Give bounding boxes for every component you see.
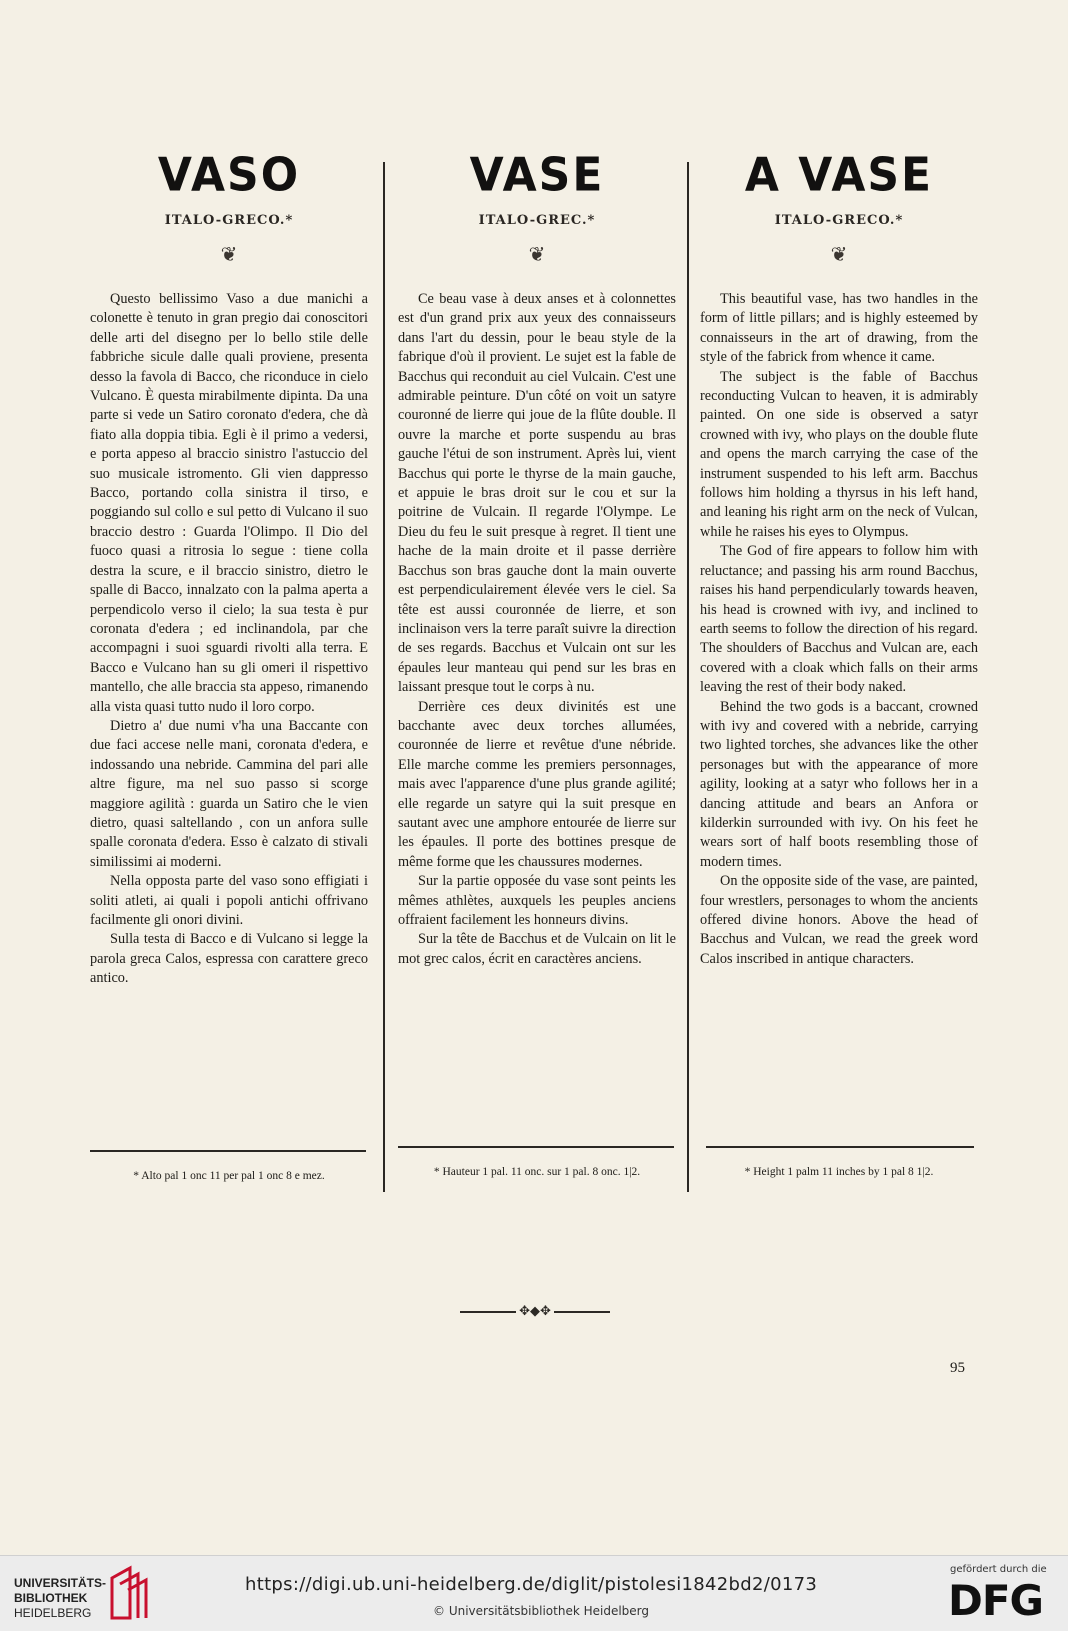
column-title: VASO	[157, 148, 301, 203]
page-number: 95	[950, 1360, 965, 1376]
paragraph: The God of fire appears to follow him with reluctance; and passing his arm round Bacchus, raises his hand perpendicularly towards heaven, his head is crowned with ivy, and inclined to earth seems to follow the direction of his regard. The shoulders of Bacchus and Vulcan are, each covered with a cloak which falls on their arms leaving the rest of their body naked.	[700, 543, 978, 696]
viewer-footer	[0, 1555, 1068, 1631]
column-body	[398, 290, 676, 969]
library-name-line: HEIDELBERG	[14, 1606, 92, 1620]
footnote-rule	[398, 1146, 674, 1148]
column-subtitle: ITALO-GRECO.*	[164, 213, 294, 228]
paragraph: Questo bellissimo Vaso a due manichi a colonette è tenuto in gran pregio dai conoscitori delle arti del disegno per lo bello stile delle fabbriche sicule dalle quali proviene, presenta desso la favola di Bacco, che riconduce in cielo Vulcano. È questa mirabilmente dipinta. Da una parte si vede un Satiro coronato d'edera, che dà fiato alla doppia tibia. Egli è il primo a vedersi, e porta appeso al braccio sinistro l'astuccio del suo musicale istromento. Gli vien dappresso Bacco, portando colla sinistra il tirso, e poggiando sul collo e sul petto di Vulcano il suo braccio destro : Guarda l'Olimpo. Il Dio del fuoco quasi a ritrosia lo segue : tiene colla destra la scure, e il braccio sinistro, dietro le spalle di Bacco, innalzato con la palma aperta a perpendicolo verso il cielo; la sua testa è pur coronata d'edera ; ed inclinandola, par che accompagni i suoi sguardi rivolti alla terra. E Bacco e Vulcano han su gli omeri il rispettivo mantello, che alle braccia sta appeso, rimanendo alla vista quasi tutto nudo il loro corpo.	[90, 291, 368, 715]
paragraph: Dietro a' due numi v'ha una Baccante con due faci accese nelle mani, coronata d'edera, e indossando una nebride. Cammina del pari alle altre figure, ma nel suo passo si scorge maggiore agilità : guarda un Satiro che le vien dietro, quasi saltellando , con un anfora sulle spalle coronata d'edera. Esso è calzato di stivali similissimi ai moderni.	[90, 717, 368, 870]
tail-line	[460, 1311, 516, 1313]
paragraph: Derrière ces deux divinités est une bacchante avec deux torches allumées, couronnée de lierre et revêtue d'une nébride. Elle marche comme les premiers personnages, mais avec l'apparence d'une plus grande agilité; elle regarde un satyre qui la suit presque en sautant avec une amphore entourée de lierre sur les épaules. Il porte des bottines presque de même forme que les chaussures modernes.	[398, 698, 676, 870]
column-body	[700, 290, 978, 969]
library-logo-text[interactable]	[14, 1576, 106, 1621]
paragraph: The subject is the fable of Bacchus reconducting Vulcan to heaven, it is admirably painted. On one side is observed a satyr crowned with ivy, who plays on the double flute and opens the march carrying the case of the instrument suspended to his left arm. Bacchus follows him holding a thyrsus in his left hand, and leaning his right arm on the neck of Vulcan, while he raises his eyes to Olympus.	[700, 368, 978, 540]
paragraph: Sulla testa di Bacco e di Vulcano si legge la parola greca Calos, espressa con carattere greco antico.	[90, 931, 368, 987]
footnote-rule	[90, 1150, 366, 1152]
column-title: A VASE	[744, 148, 934, 203]
paragraph: Sur la tête de Bacchus et de Vulcain on lit le mot grec calos, écrit en caractères anciens.	[398, 931, 676, 967]
column-italian	[90, 150, 368, 989]
paragraph: Nella opposta parte del vaso sono effigiati i soliti atleti, ai quali i popoli antichi offrivano facilmente gli onori divini.	[90, 873, 368, 928]
column-english	[700, 150, 978, 969]
tail-ornament-icon: ✥◆✥	[519, 1303, 551, 1318]
column-divider	[687, 162, 689, 1192]
footnote: * Alto pal 1 onc 11 per pal 1 onc 8 e mez.	[133, 1170, 325, 1182]
tail-line	[554, 1311, 610, 1313]
paragraph: Ce beau vase à deux anses et à colonnettes est d'un grand prix aux yeux des connaisseurs dans l'art du dessin, pour le beau style de la fabrique d'où il provient. Le sujet est la fable de Bacchus qui reconduit au ciel Vulcain. C'est une admirable peinture. D'un côté on voit un satyre couronné de lierre qui joue de la flûte double. Il ouvre la marche et porte suspendu au bras gauche l'étui de son instrument. Après lui, vient Bacchus qui porte le thyrse de la main gauche, et appuie le bras droit sur le cou et sur la poitrine de Vulcain. Il regarde l'Olympe. Le Dieu du feu le suit presque à regret. Il tient une hache de la main droite et il passe derrière Bacchus son bras gauche dont la main ouverte est perpendiculairement élevée vers le ciel. Sa tête est aussi couronnée de lierre, et son inclinaison vers la terre paraît suivre la direction de ses regards. Bacchus et Vulcain ont sur les épaules leur manteau qui pend sur les bras en laissant presque tout le corps à nu.	[398, 291, 676, 696]
permalink-url[interactable]: https://digi.ub.uni-heidelberg.de/diglit/pistolesi1842bd2/0173	[245, 1574, 818, 1595]
paragraph: This beautiful vase, has two handles in the form of little pillars; and is highly esteemed by connaisseurs in the art of drawing, from the style of the fabrick from whence it came.	[700, 291, 978, 366]
column-subtitle: ITALO-GRECO.*	[774, 213, 904, 228]
column-divider	[383, 162, 385, 1192]
column-body	[90, 290, 368, 989]
column-french	[398, 150, 676, 969]
copyright-text: © Universitätsbibliothek Heidelberg	[433, 1604, 650, 1618]
paragraph: Sur la partie opposée du vase sont peints les mêmes athlètes, auxquels les peuples anciens offraient facilement les honneurs divins.	[398, 873, 676, 928]
library-logo-icon[interactable]	[108, 1564, 150, 1622]
library-name-line: BIBLIOTHEK	[14, 1591, 88, 1605]
library-name-line: UNIVERSITÄTS-	[14, 1576, 107, 1590]
column-subtitle: ITALO-GREC.*	[478, 213, 596, 228]
paragraph: Behind the two gods is a baccant, crowned with ivy and covered with a nebride, carrying two lighted torches, she advances like the other personages but with the appearance of more agility, looking at a satyr who follows her in a dancing attitude and bears an Anfora or kilderkin surrounded with ivy. On his feet he wears sort of half boots resembling those of modern times.	[700, 698, 978, 870]
column-title: VASE	[469, 148, 605, 203]
ornament-icon: ❦	[830, 244, 848, 266]
footnote: * Height 1 palm 11 inches by 1 pal 8 1|2.	[744, 1166, 934, 1178]
paragraph: On the opposite side of the vase, are painted, four wrestlers, personages to whom the ancients offered divine honors. Above the head of Bacchus and Vulcan, we read the greek word Calos inscribed in antique characters.	[700, 873, 978, 967]
dfg-logo[interactable]: DFG	[948, 1576, 1044, 1625]
funded-by-label: gefördert durch die	[950, 1564, 1047, 1575]
footnote-rule	[706, 1146, 974, 1148]
tail-ornament	[455, 1303, 615, 1319]
footnote: * Hauteur 1 pal. 11 onc. sur 1 pal. 8 onc. 1|2.	[433, 1166, 641, 1178]
ornament-icon: ❦	[528, 244, 546, 266]
ornament-icon: ❦	[220, 244, 238, 266]
